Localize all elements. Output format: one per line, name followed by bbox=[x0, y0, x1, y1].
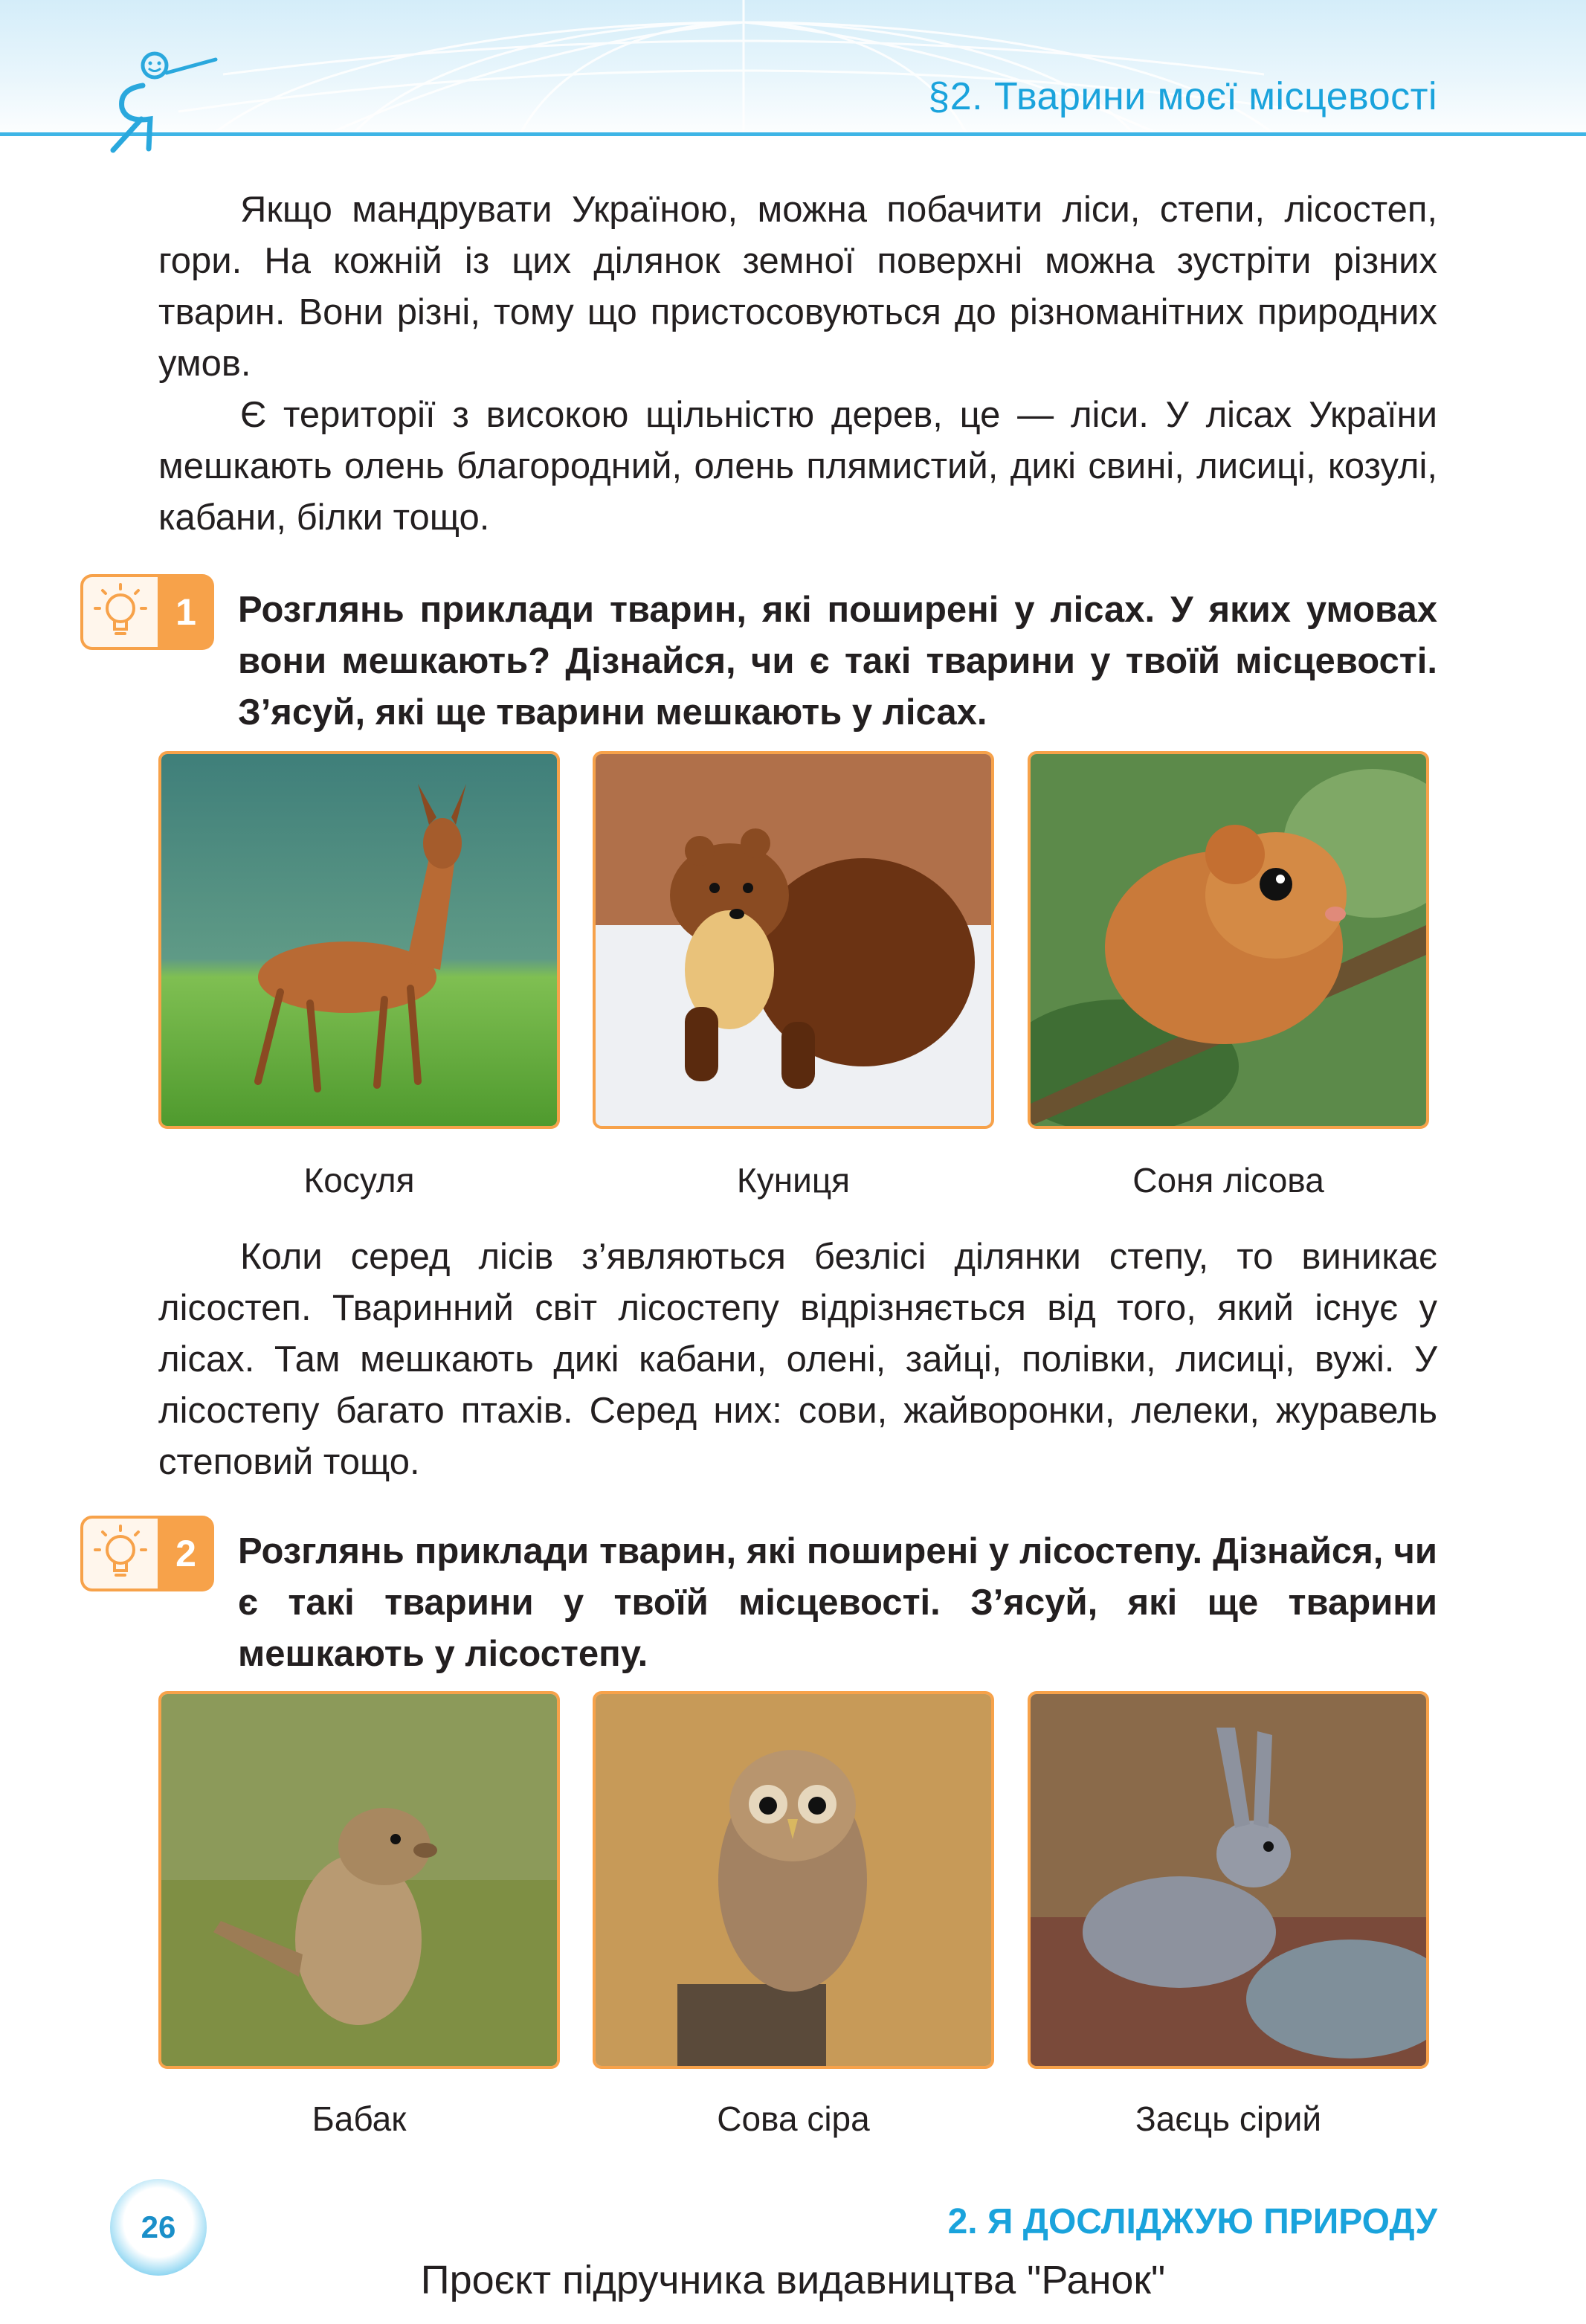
task-1-bulb-box bbox=[80, 574, 161, 650]
photo-marten bbox=[593, 751, 994, 1129]
chapter-title: 2. Я ДОСЛІДЖУЮ ПРИРОДУ bbox=[947, 2202, 1437, 2241]
header-rule bbox=[0, 132, 1586, 136]
photo-caption: Заєць сірий bbox=[1135, 2099, 1322, 2138]
task-2-badge bbox=[80, 1516, 214, 1591]
photo-marmot bbox=[158, 1691, 560, 2069]
task-1-number: 1 bbox=[158, 574, 214, 650]
section-title: §2. Тварини моєї місцевості bbox=[928, 75, 1437, 118]
task-1-badge bbox=[80, 574, 214, 650]
photo-caption: Сова сіра bbox=[717, 2099, 870, 2138]
photo-caption: Соня лісова bbox=[1132, 1161, 1324, 1200]
page-number: 26 bbox=[110, 2179, 207, 2276]
forest-steppe-paragraph: Коли серед лісів з’являються безлісі ділянки степу, то виникає лісостеп. Тваринний світ лісостепу відрізняється від того, який існує у лісах. Там мешкають дикі кабани, олені, зайці, полівки, лисиці, вужі. У лісостепу багато птахів. Серед них: сови, жайворонки, лелеки, журавель степовий тощо. bbox=[158, 1237, 1437, 1482]
ya-logo-icon bbox=[97, 45, 223, 164]
photo-caption: Косуля bbox=[303, 1161, 415, 1200]
project-note: Проєкт підручника видавництва "Ранок" bbox=[420, 2258, 1166, 2302]
photo-dormouse bbox=[1028, 751, 1429, 1129]
task-2-text: Розглянь приклади тварин, які поширені у лісостепу. Дізнайся, чи є такі тварини у твоїй місцевості. З’ясуй, які ще тварини мешкають у лісостепу. bbox=[238, 1531, 1437, 1674]
lightbulb-icon bbox=[83, 1519, 158, 1589]
photo-tawny-owl bbox=[593, 1691, 994, 2069]
intro-paragraph-1: Якщо мандрувати Україною, можна побачити ліси, степи, лісостеп, гори. На кожній із цих ділянок земної поверхні можна зустріти різних тварин. Вони різні, тому що пристосовуються до різноманітних природних умов. bbox=[158, 190, 1437, 384]
task-2-number: 2 bbox=[158, 1516, 214, 1591]
lightbulb-icon bbox=[83, 577, 158, 647]
photo-caption: Куниця bbox=[736, 1161, 851, 1200]
intro-paragraph-2: Є території з високою щільністю дерев, це — ліси. У лісах України мешкають олень благородний, олень плямистий, дикі свині, лисиці, козулі, кабани, білки тощо. bbox=[158, 395, 1437, 538]
task-2-bulb-box bbox=[80, 1516, 161, 1591]
task-1-text: Розглянь приклади тварин, які поширені у лісах. У яких умовах вони мешкають? Дізнайся, чи є такі тварини у твоїй місцевості. З’ясуй, які ще тварини мешкають у лісах. bbox=[238, 590, 1437, 733]
photo-roe-deer bbox=[158, 751, 560, 1129]
photo-hare bbox=[1028, 1691, 1429, 2069]
globe-lines-decoration bbox=[0, 0, 1586, 141]
page-header bbox=[0, 0, 1586, 141]
photo-caption: Бабак bbox=[312, 2099, 407, 2138]
